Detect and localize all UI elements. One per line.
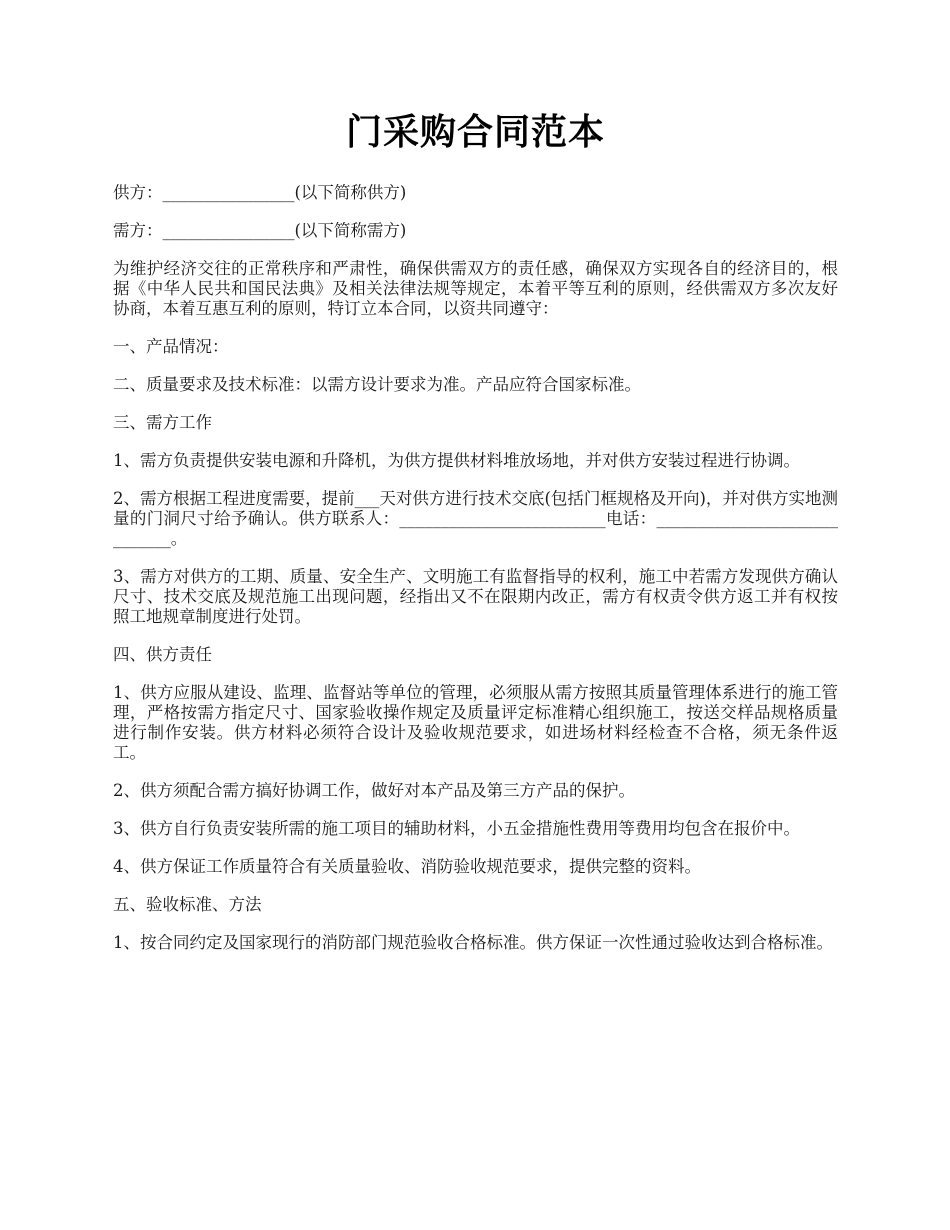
buyer-work-item-2: 2、需方根据工程进度需要，提前___天对供方进行技术交底(包括门框规格及开向)，并对供方实地测量的门洞尺寸给予确认。供方联系人：_________________________电话：_____________________________。 — [113, 489, 838, 548]
supplier-line: 供方：________________(以下简称供方) — [113, 183, 407, 202]
document-title: 门采购合同范本 — [345, 111, 605, 153]
buyer-work-item-1: 1、需方负责提供安装电源和升降机，为供方提供材料堆放场地，并对供方安装过程进行协调。 — [113, 451, 800, 470]
preamble-paragraph: 为维护经济交往的正常秩序和严肃性，确保供需双方的责任感，确保双方实现各自的经济目的，根据《中华人民共和国民法典》及相关法律法规等规定，本着平等互利的原则，经供需双方多次友好协商，本着互惠互利的原则，特订立本合同，以资共同遵守： — [113, 259, 838, 318]
supplier-duty-item-2: 2、供方须配合需方搞好协调工作，做好对本产品及第三方产品的保护。 — [113, 781, 635, 800]
supplier-duty-item-4: 4、供方保证工作质量符合有关质量验收、消防验收规范要求，提供完整的资料。 — [113, 857, 701, 876]
buyer-line: 需方：________________(以下简称需方) — [113, 221, 407, 240]
section-heading-acceptance: 五、验收标准、方法 — [113, 895, 262, 914]
acceptance-item-1: 1、按合同约定及国家现行的消防部门规范验收合格标准。供方保证一次性通过验收达到合格标准。 — [113, 933, 833, 952]
supplier-duty-item-3: 3、供方自行负责安装所需的施工项目的辅助材料，小五金措施性费用等费用均包含在报价中。 — [113, 819, 800, 838]
section-heading-quality: 二、质量要求及技术标准：以需方设计要求为准。产品应符合国家标准。 — [113, 375, 641, 394]
buyer-work-item-3: 3、需方对供方的工期、质量、安全生产、文明施工有监督指导的权利，施工中若需方发现供方确认尺寸、技术交底及规范施工出现问题，经指出又不在限期内改正，需方有权责令供方返工并有权按照工地规章制度进行处罚。 — [113, 567, 838, 626]
supplier-duty-item-1: 1、供方应服从建设、监理、监督站等单位的管理，必须服从需方按照其质量管理体系进行的施工管理，严格按需方指定尺寸、国家验收操作规定及质量评定标准精心组织施工，按送交样品规格质量进行制作安装。供方材料必须符合设计及验收规范要求，如进场材料经检查不合格，须无条件返工。 — [113, 683, 838, 762]
section-heading-supplier-duty: 四、供方责任 — [113, 645, 212, 664]
section-heading-buyer-work: 三、需方工作 — [113, 413, 212, 432]
section-heading-product: 一、产品情况： — [113, 337, 229, 356]
